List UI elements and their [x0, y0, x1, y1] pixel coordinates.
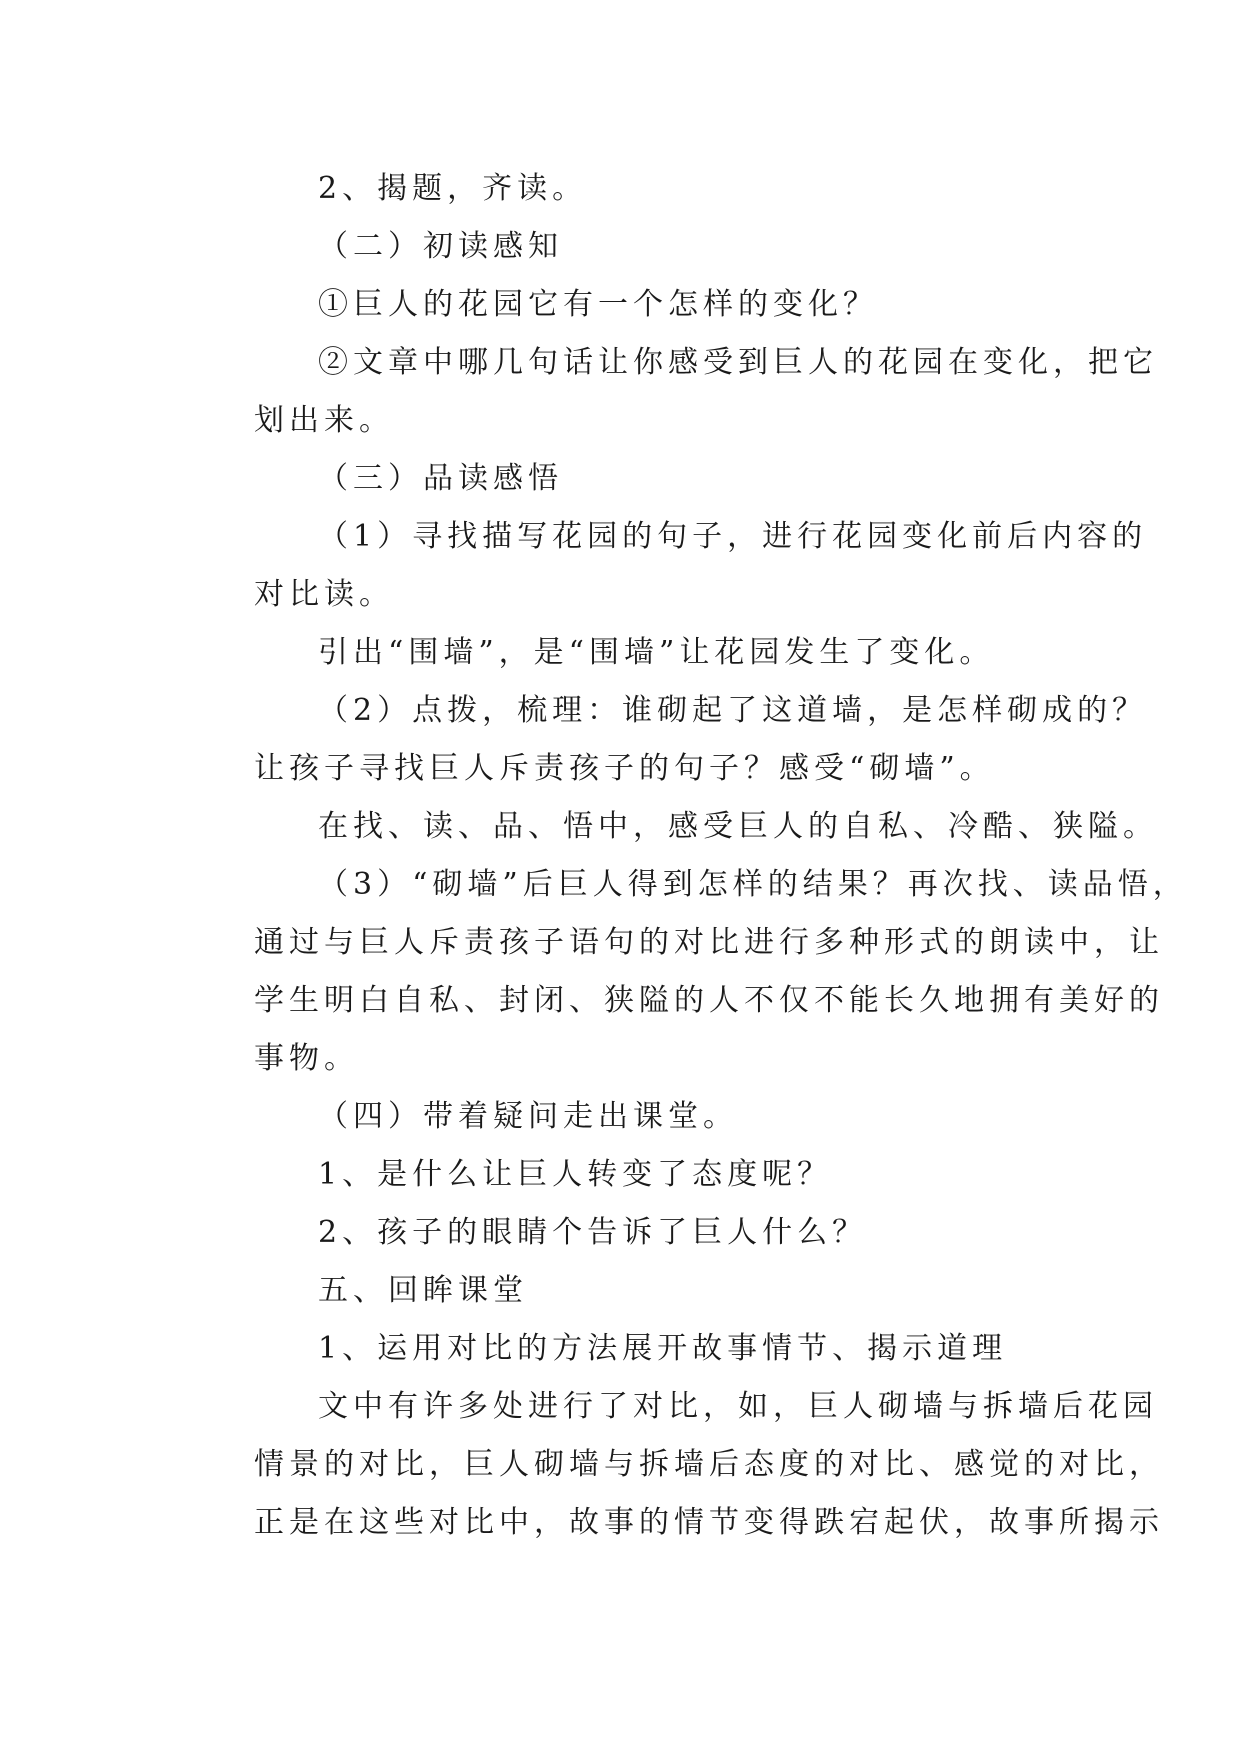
text-line: （四）带着疑问走出课堂。: [318, 1099, 738, 1134]
text-line: （1）寻找描写花园的句子，进行花园变化前后内容的: [318, 519, 1148, 554]
text-line: 情景的对比，巨人砌墙与拆墙后态度的对比、感觉的对比，: [254, 1447, 1164, 1482]
paragraph: [190, 682, 1148, 798]
text-line: 2、揭题，齐读。: [318, 171, 588, 206]
section-heading: [190, 1088, 1060, 1146]
text-line: （三）品读感悟: [318, 461, 563, 496]
text-line: 2、孩子的眼睛个告诉了巨人什么？: [318, 1215, 868, 1250]
text-line: 引出“围墙”，是“围墙”让花园发生了变化。: [318, 635, 995, 670]
text-line: （二）初读感知: [318, 229, 563, 264]
text-line: 五、回眸课堂: [318, 1273, 528, 1308]
paragraph: [190, 508, 1148, 624]
text-line: 学生明白自私、封闭、狭隘的人不仅不能长久地拥有美好的: [254, 983, 1164, 1018]
section-heading: [190, 450, 1060, 508]
text-line: 划出来。: [254, 403, 394, 438]
section-heading: [190, 218, 1060, 276]
text-line: ②文章中哪几句话让你感受到巨人的花园在变化，把它: [318, 345, 1158, 380]
text-line: （2）点拨，梳理：谁砌起了这道墙，是怎样砌成的？: [318, 693, 1148, 728]
paragraph: [190, 276, 1060, 334]
text-line: （3）“砌墙”后巨人得到怎样的结果？再次找、读品悟，: [318, 867, 1188, 902]
paragraph: [190, 1378, 1164, 1552]
text-line: 正是在这些对比中，故事的情节变得跌宕起伏，故事所揭示: [254, 1505, 1164, 1540]
text-line: 1、是什么让巨人转变了态度呢？: [318, 1157, 833, 1192]
paragraph: [190, 624, 1060, 682]
text-line: 事物。: [254, 1041, 359, 1076]
text-line: 对比读。: [254, 577, 394, 612]
paragraph: [190, 160, 1060, 218]
paragraph: [190, 334, 1158, 450]
text-line: 让孩子寻找巨人斥责孩子的句子？感受“砌墙”。: [254, 751, 995, 786]
paragraph: [190, 1204, 1060, 1262]
text-line: 文中有许多处进行了对比，如，巨人砌墙与拆墙后花园: [318, 1389, 1158, 1424]
paragraph: [190, 1320, 1060, 1378]
text-line: 1、运用对比的方法展开故事情节、揭示道理: [318, 1331, 1008, 1366]
document-body: [190, 160, 1188, 1552]
text-line: ①巨人的花园它有一个怎样的变化？: [318, 287, 878, 322]
text-line: 通过与巨人斥责孩子语句的对比进行多种形式的朗读中，让: [254, 925, 1164, 960]
text-line: 在找、读、品、悟中，感受巨人的自私、冷酷、狭隘。: [318, 809, 1158, 844]
section-heading: [190, 1262, 1060, 1320]
paragraph: [190, 856, 1188, 1088]
paragraph: [190, 1146, 1060, 1204]
paragraph: [190, 798, 1158, 856]
